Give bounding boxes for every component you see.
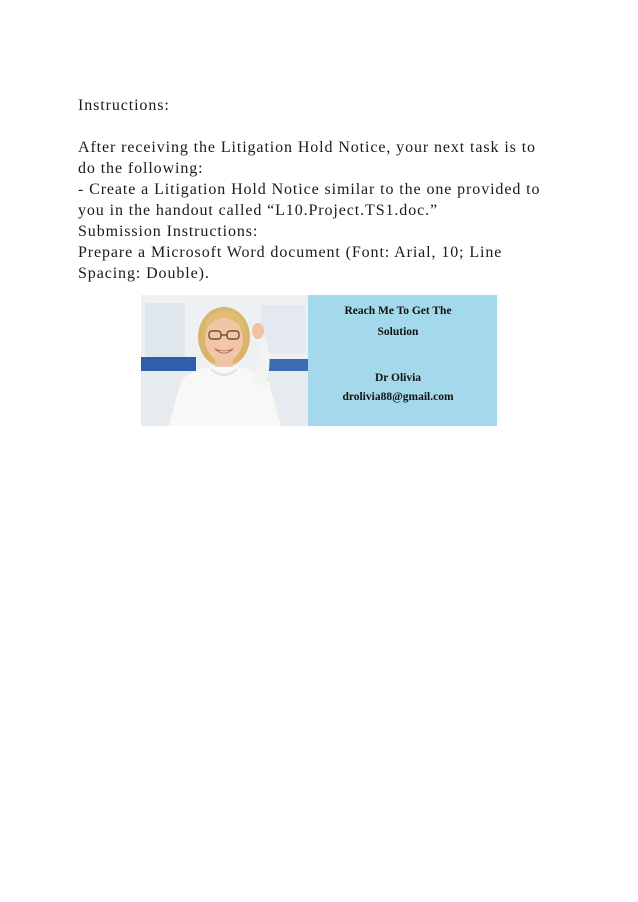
document-body [78,95,578,284]
body-line: Spacing: Double). [78,265,210,282]
contact-banner [141,295,497,426]
contact-card [308,295,497,426]
contact-email: drolivia88@gmail.com [342,391,454,403]
submission-heading: Submission Instructions: [78,223,259,240]
body-line: Prepare a Microsoft Word document (Font: Arial, 10; Line [78,244,503,261]
banner-subheadline: Solution [377,326,419,338]
body-line: - Create a Litigation Hold Notice similar to the one provided to [78,181,541,198]
woman-photo [141,295,308,426]
body-line: do the following: [78,160,204,177]
body-line: After receiving the Litigation Hold Notice, your next task is to [78,139,536,156]
woman-illustration [141,295,308,426]
instructions-heading: Instructions: [78,97,170,114]
body-line: you in the handout called “L10.Project.TS1.doc.” [78,202,439,219]
banner-headline: Reach Me To Get The [344,305,452,317]
blank-line [78,116,578,137]
contact-name: Dr Olivia [374,372,422,384]
